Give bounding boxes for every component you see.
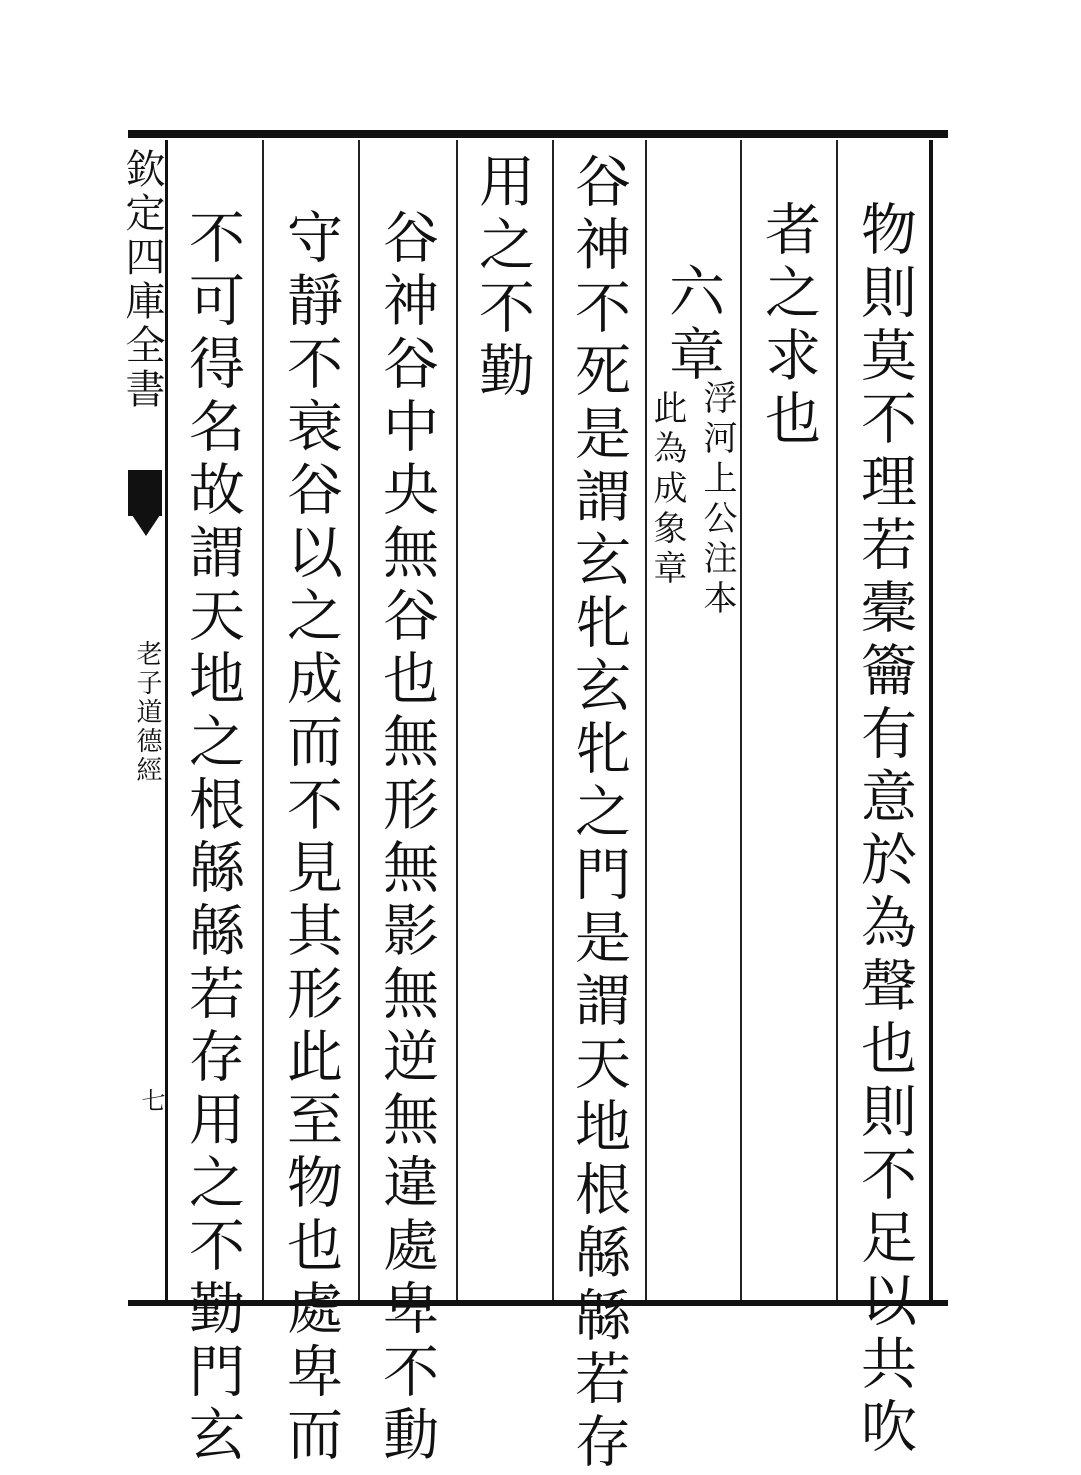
chapter-heading: 六章 (660, 262, 725, 388)
fishtail-mark-tail (130, 512, 162, 536)
bottom-border-rule (128, 1300, 948, 1306)
column-divider (262, 140, 264, 1300)
column-divider (456, 140, 458, 1300)
book-title: 老子道德經 (132, 640, 162, 785)
column-divider (552, 140, 554, 1300)
column-divider (740, 140, 742, 1300)
column-divider (358, 140, 360, 1300)
commentary-column-1: 谷神谷中央無谷也無形無影無逆無違處卑不動 (374, 208, 439, 1468)
edition-note: 浮河上公注本 (697, 380, 737, 620)
text-column-2: 者之求也 (756, 200, 821, 452)
page-number: 七 (137, 1088, 165, 1112)
text-column-1: 物則莫不理若橐籥有意於為聲也則不足以共吹 (852, 200, 917, 1460)
column-divider (645, 140, 647, 1300)
commentary-column-2: 守靜不衰谷以之成而不見其形此至物也處卑而 (278, 208, 343, 1468)
text-column-5: 用之不勤 (470, 152, 535, 404)
top-border-rule (128, 130, 948, 138)
fishtail-mark (128, 470, 162, 516)
commentary-column-3: 不可得名故謂天地之根緜緜若存用之不勤門玄 (180, 208, 245, 1468)
column-divider (836, 140, 838, 1300)
series-title: 欽定四庫全書 (119, 148, 165, 412)
chapter-note: 此為成象章 (647, 390, 687, 590)
text-column-4: 谷神不死是謂玄牝玄牝之門是謂天地根緜緜若存 (566, 152, 631, 1475)
